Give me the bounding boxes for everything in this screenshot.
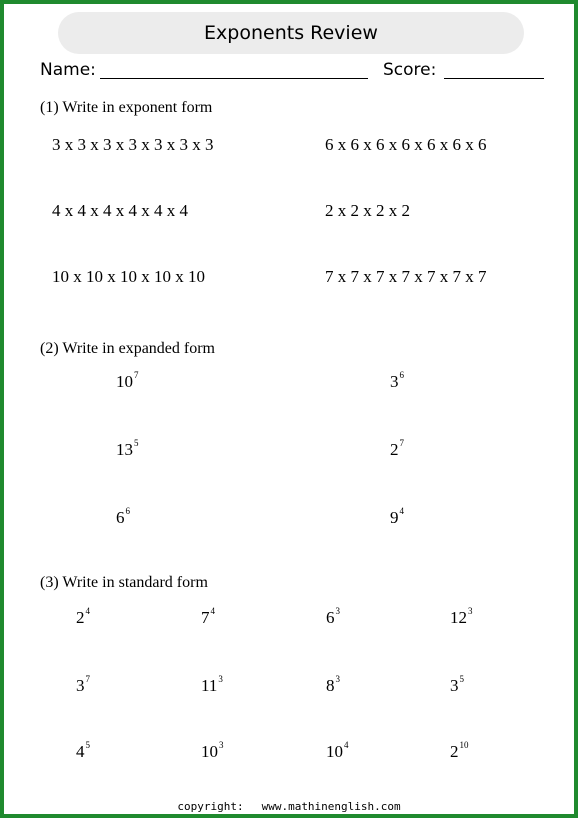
standard-form-item [450, 608, 473, 628]
power-exponent: 4 [210, 606, 215, 616]
power-base: 4 [76, 742, 85, 761]
copyright-footer [4, 800, 574, 813]
power-base: 9 [390, 508, 399, 527]
name-blank-line[interactable] [100, 78, 368, 79]
exponent-form-item: 4 x 4 x 4 x 4 x 4 x 4 [52, 201, 188, 220]
power-base: 10 [201, 742, 218, 761]
score-blank-line[interactable] [444, 78, 544, 79]
standard-form-item [326, 608, 340, 628]
power-exponent: 7 [399, 438, 404, 448]
power-base: 6 [326, 608, 335, 627]
expanded-form-item [390, 440, 404, 460]
power-base: 7 [201, 608, 210, 627]
section-1-heading: (1) Write in exponent form [40, 99, 213, 116]
power-base: 2 [450, 742, 459, 761]
name-score-row [40, 58, 550, 88]
power-base: 3 [450, 676, 459, 695]
power-exponent: 4 [344, 740, 349, 750]
standard-form-item [326, 742, 349, 762]
copyright-label: copyright: [177, 800, 244, 813]
expanded-form-item [116, 372, 139, 392]
power-base: 11 [201, 676, 218, 695]
name-label: Name: [40, 60, 96, 80]
power-base: 3 [76, 676, 85, 695]
power-exponent: 3 [335, 674, 340, 684]
power-exponent: 3 [219, 740, 224, 750]
power-exponent: 5 [85, 740, 90, 750]
title-text: Exponents Review [204, 22, 378, 44]
power-exponent: 3 [218, 674, 223, 684]
power-base: 12 [450, 608, 467, 627]
power-exponent: 6 [399, 370, 404, 380]
expanded-form-item [390, 372, 404, 392]
standard-form-item [326, 676, 340, 696]
power-exponent: 4 [85, 606, 90, 616]
standard-form-item [76, 676, 90, 696]
power-base: 10 [116, 372, 133, 391]
power-base: 6 [116, 508, 125, 527]
expanded-form-item [116, 508, 130, 528]
standard-form-item [201, 676, 223, 696]
exponent-form-item: 10 x 10 x 10 x 10 x 10 [52, 267, 205, 286]
exponent-form-item: 7 x 7 x 7 x 7 x 7 x 7 x 7 [325, 267, 487, 286]
power-exponent: 3 [335, 606, 340, 616]
expanded-form-item [390, 508, 404, 528]
standard-form-item [76, 608, 90, 628]
power-exponent: 10 [459, 740, 469, 750]
standard-form-item [201, 608, 215, 628]
power-base: 2 [76, 608, 85, 627]
standard-form-item [450, 676, 464, 696]
standard-form-item [76, 742, 90, 762]
power-exponent: 3 [468, 606, 473, 616]
power-base: 13 [116, 440, 133, 459]
power-exponent: 7 [134, 370, 139, 380]
power-base: 10 [326, 742, 343, 761]
expanded-form-item [116, 440, 139, 460]
worksheet-title [58, 12, 524, 54]
power-exponent: 7 [85, 674, 90, 684]
power-exponent: 5 [459, 674, 464, 684]
power-base: 8 [326, 676, 335, 695]
exponent-form-item: 2 x 2 x 2 x 2 [325, 201, 410, 220]
section-2-heading: (2) Write in expanded form [40, 340, 215, 357]
exponent-form-item: 3 x 3 x 3 x 3 x 3 x 3 x 3 [52, 135, 214, 154]
power-base: 2 [390, 440, 399, 459]
power-exponent: 5 [134, 438, 139, 448]
standard-form-item [201, 742, 224, 762]
standard-form-item [450, 742, 469, 762]
power-exponent: 6 [125, 506, 130, 516]
power-base: 3 [390, 372, 399, 391]
power-exponent: 4 [399, 506, 404, 516]
exponent-form-item: 6 x 6 x 6 x 6 x 6 x 6 x 6 [325, 135, 487, 154]
section-3-heading: (3) Write in standard form [40, 574, 208, 591]
score-label: Score: [383, 60, 437, 80]
website-link[interactable]: www.mathinenglish.com [261, 800, 401, 813]
